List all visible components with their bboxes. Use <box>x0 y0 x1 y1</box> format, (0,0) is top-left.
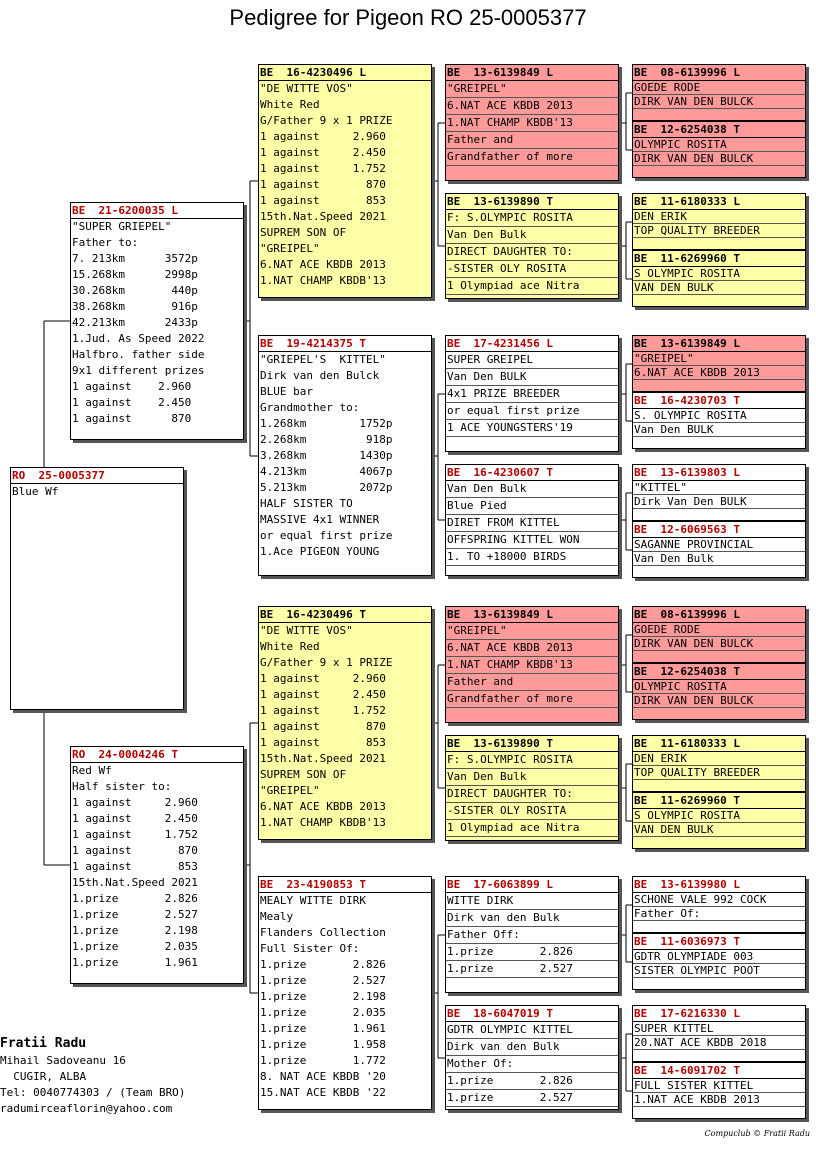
detail-line: 1.prize 2.826 <box>72 892 198 905</box>
ring-number: BE 11-6269960 T <box>633 251 805 267</box>
detail-line: 1 against 870 <box>260 720 386 733</box>
detail-line: 6.NAT ACE KBDB 2013 <box>633 366 805 380</box>
detail-line: Half sister to: <box>72 780 172 793</box>
great-grandparent-box <box>445 1005 619 1110</box>
great-grandparent-box <box>445 464 619 576</box>
detail-line: 1 against 2.450 <box>72 812 198 825</box>
ring-number: BE 13-6139849 L <box>633 336 805 352</box>
detail-line: 1.Ace PIGEON YOUNG <box>260 545 380 558</box>
detail-line: Father and <box>446 132 618 149</box>
pigeon-details <box>11 484 183 500</box>
footer-credit: Compuclub © Fratii Radu <box>704 1129 810 1138</box>
detail-line: Halfbro. father side <box>72 348 205 361</box>
great-great-grandparent-box <box>632 64 806 121</box>
detail-line: 1 against 870 <box>72 844 198 857</box>
detail-line: "GREIPEL" <box>446 623 618 640</box>
owner-name: Fratii Radu <box>0 1036 87 1051</box>
detail-line: VAN DEN BULK <box>633 281 805 295</box>
detail-line: DEN ERIK <box>633 752 805 766</box>
detail-line: SUPER KITTEL <box>633 1022 805 1036</box>
detail-line: SCHONE VALE 992 COCK <box>633 893 805 907</box>
detail-line: BLUE bar <box>260 385 313 398</box>
pigeon-details <box>633 138 805 166</box>
pigeon-details <box>633 81 805 109</box>
detail-line: 1 against 2.450 <box>260 146 386 159</box>
detail-line: -SISTER OLY ROSITA <box>446 261 618 278</box>
detail-line: Full Sister Of: <box>260 942 360 955</box>
ring-number: BE 18-6047019 T <box>446 1006 618 1022</box>
pigeon-details <box>446 752 618 837</box>
detail-line: F: S.OLYMPIC ROSITA <box>446 752 618 769</box>
detail-line: SUPER GREIPEL <box>446 352 618 369</box>
detail-line: Mother Of: <box>446 1056 618 1073</box>
detail-line: 1.NAT ACE KBDB 2013 <box>633 1093 805 1107</box>
pigeon-details <box>633 352 805 380</box>
detail-line: Mealy <box>260 910 294 923</box>
detail-line: 1.NAT CHAMP KBDB'13 <box>446 657 618 674</box>
detail-line: DEN ERIK <box>633 210 805 224</box>
detail-line: G/Father 9 x 1 PRIZE <box>260 114 393 127</box>
detail-line: OLYMPIC ROSITA <box>633 680 805 694</box>
detail-line: 1 against 2.960 <box>260 130 386 143</box>
detail-line: GOEDE RODE <box>633 81 805 95</box>
great-great-grandparent-box <box>632 521 806 578</box>
page-title: Pedigree for Pigeon RO 25-0005377 <box>229 5 587 30</box>
ring-number: BE 13-6139803 L <box>633 465 805 481</box>
pigeon-details <box>446 893 618 978</box>
pigeon-details <box>446 1022 618 1107</box>
detail-line: 5.213km 2072p <box>260 481 393 494</box>
grandparent-box <box>258 606 432 840</box>
detail-line: DIRK VAN DEN BULCK <box>633 152 805 166</box>
pigeon-details <box>633 809 805 837</box>
ring-number: BE 23-4190853 T <box>259 877 431 893</box>
pigeon-details <box>446 210 618 295</box>
owner-email-line: radumirceaflorin@yahoo.com <box>0 1102 173 1115</box>
ring-number: BE 13-6139849 L <box>446 65 618 81</box>
detail-line: Van Den BULK <box>633 423 805 437</box>
detail-line: 3.268km 1430p <box>260 449 393 462</box>
ring-number: RO 24-0004246 T <box>71 747 243 763</box>
pigeon-details <box>633 538 805 566</box>
great-great-grandparent-box <box>632 792 806 849</box>
pigeon-box <box>10 467 184 710</box>
detail-line: or equal first prize <box>260 529 393 542</box>
detail-line: Van Den BULK <box>446 369 618 386</box>
pigeon-details <box>446 623 618 708</box>
detail-line: Father Of: <box>633 907 805 921</box>
great-great-grandparent-box <box>632 663 806 720</box>
detail-line: 6.NAT ACE KBDB 2013 <box>446 98 618 115</box>
detail-line: 1 against 1.752 <box>72 828 198 841</box>
detail-line: OLYMPIC ROSITA <box>633 138 805 152</box>
ring-number: BE 21-6200035 L <box>71 203 243 219</box>
detail-line: Grandfather of more <box>446 691 618 708</box>
ring-number: BE 16-4230496 T <box>259 607 431 623</box>
detail-line: -SISTER OLY ROSITA <box>446 803 618 820</box>
detail-line: S. OLYMPIC ROSITA <box>633 409 805 423</box>
great-great-grandparent-box <box>632 735 806 792</box>
detail-line: 15th.Nat.Speed 2021 <box>72 876 198 889</box>
detail-line: 1 against 870 <box>72 412 192 425</box>
detail-line: DIRECT DAUGHTER TO: <box>446 244 618 261</box>
pigeon-details <box>633 680 805 708</box>
great-great-grandparent-box <box>632 193 806 250</box>
great-great-grandparent-box <box>632 392 806 449</box>
detail-line: SISTER OLYMPIC POOT <box>633 964 805 978</box>
owner-city-line: CUGIR, ALBA <box>0 1070 87 1083</box>
detail-line: "GREIPEL" <box>260 242 320 255</box>
detail-line: Dirk Van Den BULK <box>633 495 805 509</box>
great-great-grandparent-box <box>632 1062 806 1119</box>
detail-line: Van Den Bulk <box>446 769 618 786</box>
pigeon-details <box>633 893 805 921</box>
detail-line: 6.NAT ACE KBDB 2013 <box>446 640 618 657</box>
detail-line: 1.prize 2.035 <box>72 940 198 953</box>
ring-number: BE 17-6063899 L <box>446 877 618 893</box>
great-great-grandparent-box <box>632 335 806 392</box>
parent-box <box>70 746 244 984</box>
detail-line: 1.NAT CHAMP KBDB'13 <box>260 274 386 287</box>
detail-line: Father and <box>446 674 618 691</box>
detail-line: TOP QUALITY BREEDER <box>633 766 805 780</box>
detail-line: Van Den Bulk <box>446 227 618 244</box>
grandparent-box <box>258 876 432 1110</box>
detail-line: GDTR OLYMPIADE 003 <box>633 950 805 964</box>
great-grandparent-box <box>445 64 619 181</box>
owner-info <box>0 1035 185 1117</box>
detail-line: Dirk van den Bulk <box>446 910 618 927</box>
detail-line: 1 Olympiad ace Nitra <box>446 820 618 837</box>
detail-line: 15th.Nat.Speed 2021 <box>260 752 386 765</box>
ring-number: BE 11-6036973 T <box>633 934 805 950</box>
detail-line: 1.NAT CHAMP KBDB'13 <box>260 816 386 829</box>
detail-line: "GREIPEL" <box>446 81 618 98</box>
ring-number: BE 14-6091702 T <box>633 1063 805 1079</box>
detail-line: Grandmother to: <box>260 401 360 414</box>
ring-number: BE 12-6069563 T <box>633 522 805 538</box>
detail-line: 9x1 different prizes <box>72 364 205 377</box>
detail-line: 20.NAT ACE KBDB 2018 <box>633 1036 805 1050</box>
detail-line: DIRET FROM KITTEL <box>446 515 618 532</box>
detail-line: Red Wf <box>72 764 112 777</box>
detail-line: "KITTEL" <box>633 481 805 495</box>
detail-line: 1.prize 2.035 <box>260 1006 386 1019</box>
detail-line: 1.prize 2.198 <box>260 990 386 1003</box>
detail-line: Flanders Collection <box>260 926 386 939</box>
detail-line: Van Den Bulk <box>446 481 618 498</box>
detail-line: "GRIEPEL'S KITTEL" <box>260 353 386 366</box>
detail-line: TOP QUALITY BREEDER <box>633 224 805 238</box>
detail-line: 1 against 1.752 <box>260 704 386 717</box>
detail-line: 1.prize 2.198 <box>72 924 198 937</box>
great-grandparent-box <box>445 735 619 841</box>
detail-line: VAN DEN BULK <box>633 823 805 837</box>
detail-line: 6.NAT ACE KBDB 2013 <box>260 258 386 271</box>
great-great-grandparent-box <box>632 876 806 933</box>
ring-number: BE 12-6254038 T <box>633 664 805 680</box>
detail-line: 1.268km 1752p <box>260 417 393 430</box>
detail-line: 1.NAT CHAMP KBDB'13 <box>446 115 618 132</box>
detail-line: 8. NAT ACE KBDB '20 <box>260 1070 386 1083</box>
pigeon-details <box>633 267 805 295</box>
detail-line: MASSIVE 4x1 WINNER <box>260 513 380 526</box>
pigeon-details <box>259 81 431 289</box>
detail-line: Father Off: <box>446 927 618 944</box>
pigeon-details <box>446 481 618 566</box>
detail-line: Blue Pied <box>446 498 618 515</box>
detail-line: DIRK VAN DEN BULCK <box>633 637 805 651</box>
great-great-grandparent-box <box>632 464 806 521</box>
detail-line: S OLYMPIC ROSITA <box>633 267 805 281</box>
detail-line: 2.268km 918p <box>260 433 393 446</box>
detail-line: S OLYMPIC ROSITA <box>633 809 805 823</box>
ring-number: BE 08-6139996 L <box>633 607 805 623</box>
detail-line: 1.prize 1.961 <box>72 956 198 969</box>
pigeon-details <box>633 1022 805 1050</box>
pigeon-details <box>259 352 431 560</box>
detail-line: G/Father 9 x 1 PRIZE <box>260 656 393 669</box>
detail-line: 1 ACE YOUNGSTERS'19 <box>446 420 618 437</box>
detail-line: or equal first prize <box>446 403 618 420</box>
detail-line: Van Den Bulk <box>633 552 805 566</box>
detail-line: 1 against 870 <box>260 178 386 191</box>
detail-line: DIRK VAN DEN BULCK <box>633 95 805 109</box>
detail-line: Dirk van den Bulck <box>260 369 380 382</box>
detail-line: FULL SISTER KITTEL <box>633 1079 805 1093</box>
detail-line: 1.prize 2.826 <box>260 958 386 971</box>
ring-number: BE 13-6139890 T <box>446 736 618 752</box>
pigeon-details <box>633 210 805 238</box>
great-grandparent-box <box>445 606 619 723</box>
detail-line: SUPREM SON OF <box>260 226 347 239</box>
detail-line: SAGANNE PROVINCIAL <box>633 538 805 552</box>
detail-line: "DE WITTE VOS" <box>260 82 353 95</box>
pigeon-details <box>259 893 431 1101</box>
pigeon-details <box>633 752 805 780</box>
detail-line: 4.213km 4067p <box>260 465 393 478</box>
detail-line: 42.213km 2433p <box>72 316 198 329</box>
detail-line: 1.prize 1.958 <box>260 1038 386 1051</box>
detail-line: 1.prize 1.961 <box>260 1022 386 1035</box>
detail-line: 4x1 PRIZE BREEDER <box>446 386 618 403</box>
pigeon-details <box>633 623 805 651</box>
ring-number: BE 17-4231456 L <box>446 336 618 352</box>
detail-line: "SUPER GRIEPEL" <box>72 220 172 233</box>
pigeon-details <box>259 623 431 831</box>
detail-line: 1 against 2.960 <box>72 380 192 393</box>
pigeon-details <box>446 81 618 166</box>
ring-number: BE 16-4230703 T <box>633 393 805 409</box>
pigeon-details <box>633 1079 805 1107</box>
detail-line: 1 against 2.450 <box>260 688 386 701</box>
ring-number: BE 11-6180333 L <box>633 736 805 752</box>
detail-line: White Red <box>260 640 320 653</box>
detail-line: 1. TO +18000 BIRDS <box>446 549 618 566</box>
detail-line: Dirk van den Bulk <box>446 1039 618 1056</box>
great-great-grandparent-box <box>632 121 806 178</box>
detail-line: OFFSPRING KITTEL WON <box>446 532 618 549</box>
parent-box <box>70 202 244 440</box>
pigeon-details <box>71 763 243 971</box>
ring-number: BE 11-6269960 T <box>633 793 805 809</box>
detail-line: Father to: <box>72 236 139 249</box>
ring-number: BE 13-6139980 L <box>633 877 805 893</box>
detail-line: WITTE DIRK <box>446 893 618 910</box>
detail-line: HALF SISTER TO <box>260 497 353 510</box>
great-great-grandparent-box <box>632 933 806 990</box>
grandparent-box <box>258 64 432 298</box>
detail-line: 30.268km 440p <box>72 284 198 297</box>
great-great-grandparent-box <box>632 1005 806 1062</box>
ring-number: BE 17-6216330 L <box>633 1006 805 1022</box>
detail-line: 1.prize 2.826 <box>446 1073 618 1090</box>
detail-line: 1.prize 2.527 <box>72 908 198 921</box>
detail-line: 1.prize 2.527 <box>446 1090 618 1107</box>
detail-line: 1.prize 2.527 <box>446 961 618 978</box>
owner-address-line: Mihail Sadoveanu 16 <box>0 1054 126 1067</box>
pigeon-details <box>71 219 243 427</box>
detail-line: Blue Wf <box>12 485 59 498</box>
great-great-grandparent-box <box>632 606 806 663</box>
ring-number: RO 25-0005377 <box>11 468 183 484</box>
pigeon-details <box>446 352 618 437</box>
detail-line: SUPREM SON OF <box>260 768 347 781</box>
detail-line: DIRECT DAUGHTER TO: <box>446 786 618 803</box>
detail-line: Grandfather of more <box>446 149 618 166</box>
detail-line: "GREIPEL" <box>260 784 320 797</box>
owner-phone-line: Tel: 0040774303 / (Team BRO) <box>0 1086 186 1099</box>
great-grandparent-box <box>445 193 619 299</box>
pigeon-details <box>633 481 805 509</box>
grandparent-box <box>258 335 432 576</box>
detail-line: 1 against 1.752 <box>260 162 386 175</box>
detail-line: 1 against 2.960 <box>72 796 198 809</box>
detail-line: 15.268km 2998p <box>72 268 198 281</box>
ring-number: BE 12-6254038 T <box>633 122 805 138</box>
detail-line: GOEDE RODE <box>633 623 805 637</box>
ring-number: BE 13-6139890 T <box>446 194 618 210</box>
detail-line: 1 against 853 <box>72 860 198 873</box>
ring-number: BE 13-6139849 L <box>446 607 618 623</box>
detail-line: 15.NAT ACE KBDB '22 <box>260 1086 386 1099</box>
pigeon-details <box>633 950 805 978</box>
detail-line: White Red <box>260 98 320 111</box>
detail-line: "DE WITTE VOS" <box>260 624 353 637</box>
detail-line: 1 against 2.960 <box>260 672 386 685</box>
detail-line: DIRK VAN DEN BULCK <box>633 694 805 708</box>
great-great-grandparent-box <box>632 250 806 307</box>
detail-line: 7. 213km 3572p <box>72 252 198 265</box>
detail-line: "GREIPEL" <box>633 352 805 366</box>
detail-line: 1.prize 2.826 <box>446 944 618 961</box>
detail-line: 38.268km 916p <box>72 300 198 313</box>
detail-line: F: S.OLYMPIC ROSITA <box>446 210 618 227</box>
ring-number: BE 19-4214375 T <box>259 336 431 352</box>
ring-number: BE 08-6139996 L <box>633 65 805 81</box>
detail-line: 6.NAT ACE KBDB 2013 <box>260 800 386 813</box>
great-grandparent-box <box>445 335 619 452</box>
detail-line: GDTR OLYMPIC KITTEL <box>446 1022 618 1039</box>
detail-line: 1 against 2.450 <box>72 396 192 409</box>
detail-line: MEALY WITTE DIRK <box>260 894 366 907</box>
detail-line: 15th.Nat.Speed 2021 <box>260 210 386 223</box>
detail-line: 1.prize 1.772 <box>260 1054 386 1067</box>
detail-line: 1 Olympiad ace Nitra <box>446 278 618 295</box>
detail-line: 1.Jud. As Speed 2022 <box>72 332 205 345</box>
ring-number: BE 11-6180333 L <box>633 194 805 210</box>
detail-line: 1 against 853 <box>260 736 386 749</box>
detail-line: 1 against 853 <box>260 194 386 207</box>
great-grandparent-box <box>445 876 619 993</box>
pigeon-details <box>633 409 805 437</box>
ring-number: BE 16-4230607 T <box>446 465 618 481</box>
ring-number: BE 16-4230496 L <box>259 65 431 81</box>
detail-line: 1.prize 2.527 <box>260 974 386 987</box>
